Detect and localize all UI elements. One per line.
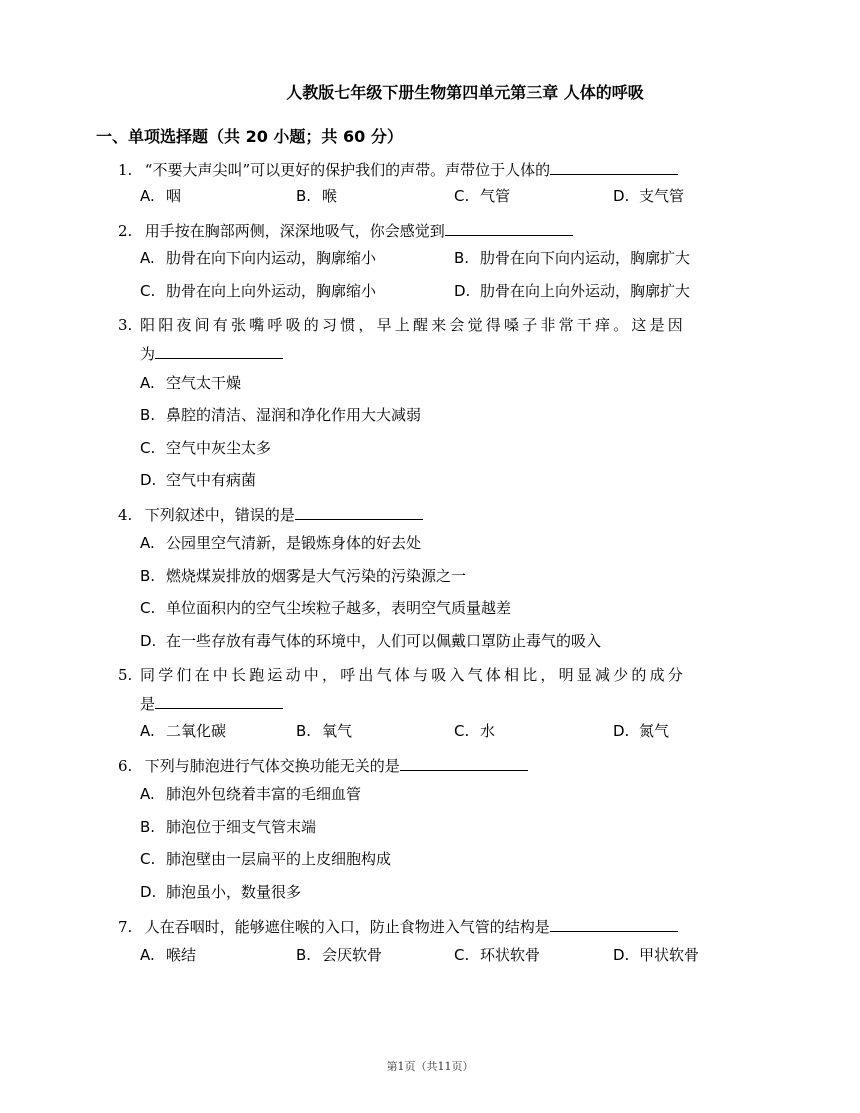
option-a [140, 532, 421, 554]
option-b [140, 816, 316, 838]
question-text: 下列与肺泡进行气体交换功能无关的是 [144, 757, 400, 775]
question-number: 4. [118, 506, 133, 524]
option-text: 氮气 [639, 722, 670, 740]
option-letter: B. [296, 187, 312, 205]
answer-blank [295, 503, 423, 520]
question-number: 2. [118, 222, 133, 240]
option-text: 肺泡外包绕着丰富的毛细血管 [166, 785, 362, 803]
option-text: 燃烧煤炭排放的烟雾是大气污染的污染源之一 [166, 567, 467, 585]
option-letter: A. [140, 722, 155, 740]
option-c [454, 944, 540, 966]
option-text: 肋骨在向下向内运动，胸廓缩小 [166, 249, 377, 267]
option-b [296, 720, 352, 742]
option-c [140, 597, 511, 619]
option-text: 空气中灰尘太多 [166, 439, 272, 457]
option-letter: D. [613, 187, 630, 205]
option-text: 鼻腔的清洁、湿润和净化作用大大减弱 [166, 406, 422, 424]
option-letter: A. [140, 187, 155, 205]
option-text: 肺泡虽小，数量很多 [166, 883, 302, 901]
section-heading: 一、单项选择题（共 20 小题；共 60 分） [96, 127, 403, 146]
question-5-continued: 是 [140, 692, 283, 715]
option-text: 肋骨在向下向内运动，胸廓扩大 [480, 249, 691, 267]
question-text: 同学们在中长跑运动中，呼出气体与吸入气体相比，明显减少的成分 [140, 666, 687, 684]
option-text: 咽 [166, 187, 182, 205]
option-a [140, 372, 241, 394]
answer-blank [445, 219, 573, 236]
option-text: 氧气 [322, 722, 353, 740]
option-text: 在一些存放有毒气体的环境中，人们可以佩戴口罩防止毒气的吸入 [166, 632, 602, 650]
question-2 [118, 219, 573, 242]
option-letter: B. [296, 946, 312, 964]
option-text: 水 [480, 722, 496, 740]
question-text: 阳阳夜间有张嘴呼吸的习惯，早上醒来会觉得嗓子非常干痒。这是因 [140, 316, 687, 334]
option-letter: A. [140, 785, 155, 803]
option-b [296, 944, 382, 966]
option-letter: C. [140, 439, 156, 457]
question-7 [118, 915, 678, 938]
option-d [140, 469, 256, 491]
question-6 [118, 754, 528, 777]
option-letter: C. [140, 850, 156, 868]
option-letter: D. [613, 722, 630, 740]
option-text: 气管 [480, 187, 511, 205]
option-text: 空气中有病菌 [166, 471, 257, 489]
option-letter: B. [454, 249, 470, 267]
question-text: 下列叙述中，错误的是 [144, 506, 295, 524]
option-c [454, 720, 495, 742]
answer-blank [155, 342, 283, 359]
option-d [454, 280, 690, 302]
option-letter: B. [296, 722, 312, 740]
answer-blank [155, 692, 283, 709]
option-letter: B. [140, 406, 156, 424]
option-a [140, 783, 361, 805]
option-d [613, 720, 669, 742]
question-number: 7. [118, 918, 133, 936]
option-letter: B. [140, 567, 156, 585]
option-c [140, 280, 376, 302]
option-b [454, 247, 690, 269]
question-3 [118, 314, 763, 336]
option-c [140, 437, 271, 459]
question-text: 人在吞咽时，能够遮住喉的入口，防止食物进入气管的结构是 [144, 918, 550, 936]
option-c [454, 185, 510, 207]
option-d [140, 881, 301, 903]
option-letter: C. [454, 187, 470, 205]
option-text: 二氧化碳 [166, 722, 227, 740]
option-letter: A. [140, 534, 155, 552]
option-letter: B. [140, 818, 156, 836]
option-text: 肺泡壁由一层扁平的上皮细胞构成 [166, 850, 392, 868]
question-number: 6. [118, 757, 133, 775]
option-letter: A. [140, 374, 155, 392]
option-a [140, 720, 226, 742]
question-number: 3. [118, 316, 133, 334]
option-letter: D. [140, 471, 157, 489]
option-text: 喉 [322, 187, 338, 205]
answer-blank [550, 915, 678, 932]
question-4 [118, 503, 423, 526]
question-text: 用手按在胸部两侧，深深地吸气，你会感觉到 [144, 222, 445, 240]
option-text: 肺泡位于细支气管末端 [166, 818, 317, 836]
option-text: 肋骨在向上向外运动，胸廓扩大 [480, 282, 691, 300]
option-d [613, 944, 699, 966]
option-a [140, 185, 181, 207]
option-letter: C. [454, 722, 470, 740]
option-b [140, 404, 421, 426]
answer-blank [400, 754, 528, 771]
option-b [140, 565, 466, 587]
option-letter: D. [613, 946, 630, 964]
document-title: 人教版七年级下册生物第四单元第三章 人体的呼吸 [286, 83, 644, 102]
question-5 [118, 664, 763, 686]
question-1 [118, 158, 678, 181]
option-text: 空气太干燥 [166, 374, 242, 392]
page-footer: 第1页（共11页） [386, 1060, 474, 1073]
option-text: 会厌软骨 [322, 946, 383, 964]
option-letter: D. [454, 282, 471, 300]
option-d [140, 630, 601, 652]
option-a [140, 944, 196, 966]
option-text: 喉结 [166, 946, 197, 964]
question-3-continued: 为 [140, 342, 283, 365]
option-letter: A. [140, 249, 155, 267]
question-number: 5. [118, 666, 133, 684]
question-text: “不要大声尖叫”可以更好的保护我们的声带。声带位于人体的 [144, 161, 551, 179]
option-letter: C. [140, 282, 156, 300]
option-letter: D. [140, 632, 157, 650]
option-letter: C. [454, 946, 470, 964]
option-letter: C. [140, 599, 156, 617]
option-text: 甲状软骨 [639, 946, 700, 964]
option-text: 肋骨在向上向外运动，胸廓缩小 [166, 282, 377, 300]
option-a [140, 247, 376, 269]
option-d [613, 185, 684, 207]
option-c [140, 848, 391, 870]
option-letter: A. [140, 946, 155, 964]
option-text: 单位面积内的空气尘埃粒子越多，表明空气质量越差 [166, 599, 512, 617]
option-text: 支气管 [639, 187, 685, 205]
option-b [296, 185, 337, 207]
question-number: 1. [118, 161, 133, 179]
option-letter: D. [140, 883, 157, 901]
answer-blank [550, 158, 678, 175]
option-text: 公园里空气清新，是锻炼身体的好去处 [166, 534, 422, 552]
option-text: 环状软骨 [480, 946, 541, 964]
